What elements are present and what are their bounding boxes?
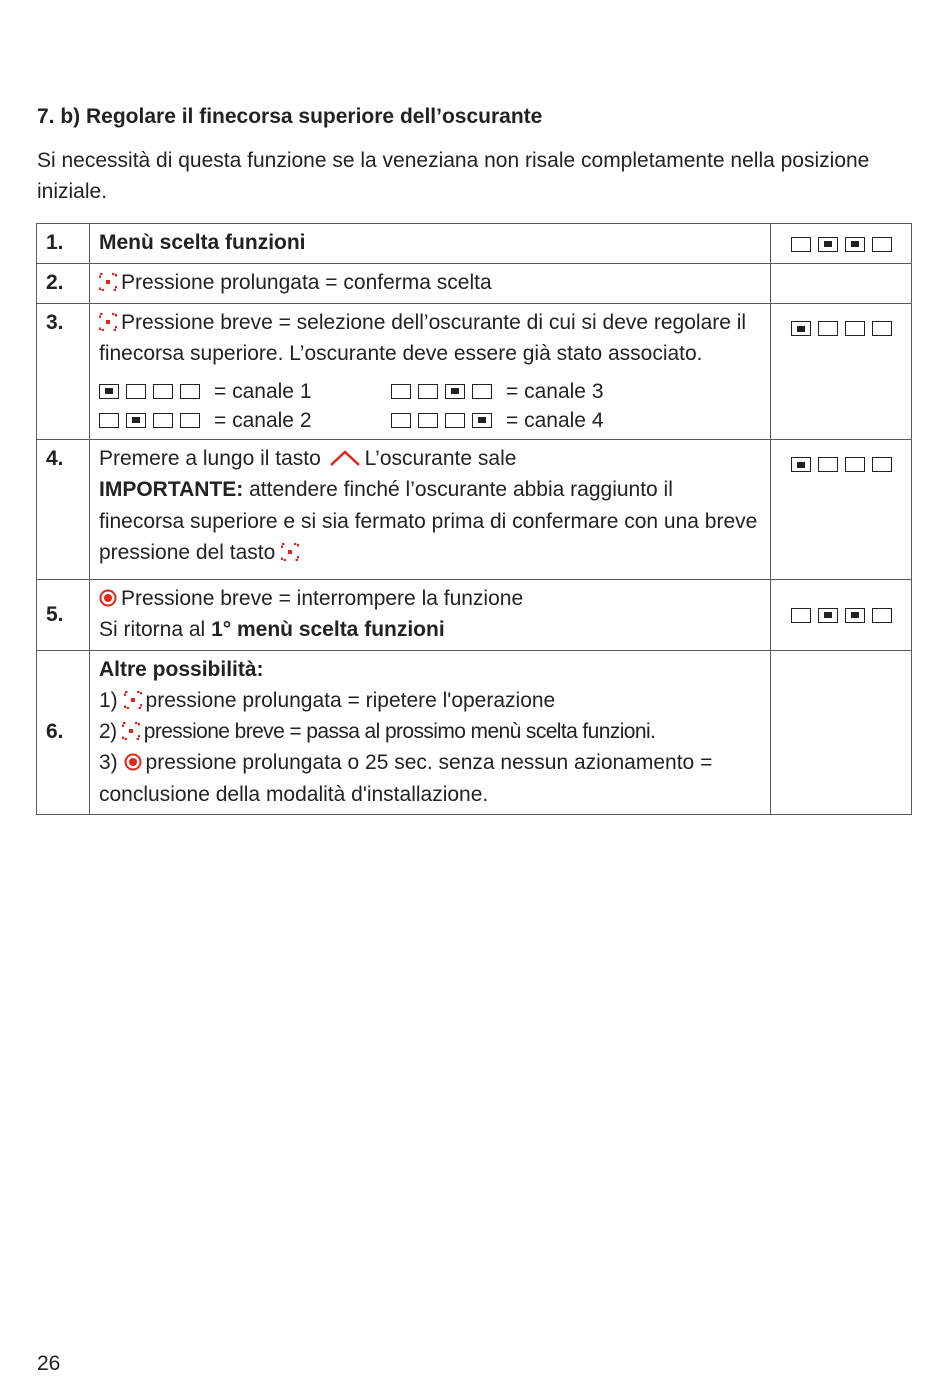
led-on — [472, 413, 492, 428]
led-off — [99, 413, 119, 428]
led-on — [126, 413, 146, 428]
intro-paragraph: Si necessità di questa funzione se la veneziana non risale completamente nella posizione iniziale. — [37, 149, 870, 203]
led-off — [872, 457, 892, 472]
led-off — [845, 457, 865, 472]
led-on — [845, 237, 865, 252]
step-number: 3. — [37, 303, 90, 439]
channel-label: = canale 2 — [214, 408, 312, 432]
step-description — [90, 303, 771, 439]
step-text: Pressione breve = interrompere la funzione — [121, 586, 524, 610]
step-text: Pressione prolungata = conferma scelta — [121, 271, 492, 294]
led-off — [418, 413, 438, 428]
led-off — [872, 321, 892, 336]
select-button-icon — [281, 543, 299, 561]
led-off — [872, 237, 892, 252]
option-number: 1) — [99, 688, 118, 712]
option-text: pressione breve = passa al prossimo menù scelta funzioni. — [143, 720, 656, 744]
led-indicator — [791, 237, 892, 252]
led-off — [791, 608, 811, 623]
led-on — [845, 608, 865, 623]
option-number: 3) — [99, 751, 118, 775]
led-off — [180, 384, 200, 399]
channel-item — [99, 377, 391, 406]
table-row — [37, 650, 912, 814]
step-description — [90, 579, 771, 650]
led-off — [153, 413, 173, 428]
step-indicator — [771, 264, 912, 304]
channel-legend — [99, 377, 762, 435]
led-on — [445, 384, 465, 399]
led-indicator — [391, 384, 492, 399]
option-text: pressione prolungata o 25 sec. senza nessun azionamento = conclusione della modalità d'installazione. — [99, 751, 713, 806]
led-off — [126, 384, 146, 399]
table-row — [37, 303, 912, 439]
menu-reference: 1° menù scelta funzioni — [211, 618, 445, 641]
led-off — [791, 237, 811, 252]
table-row — [37, 264, 912, 304]
select-button-icon — [99, 273, 117, 291]
led-off — [472, 384, 492, 399]
led-on — [99, 384, 119, 399]
step-number: 5. — [37, 579, 90, 650]
important-label: IMPORTANTE: — [99, 478, 244, 501]
step-description — [90, 439, 771, 579]
steps-table — [36, 223, 912, 815]
step-text: Premere a lungo il tasto — [99, 446, 321, 470]
step-number: 6. — [37, 650, 90, 814]
select-button-icon — [99, 313, 117, 331]
step-title: Menù scelta funzioni — [99, 231, 306, 254]
led-off — [391, 413, 411, 428]
channel-label: = canale 1 — [214, 379, 312, 403]
option-item — [99, 716, 762, 747]
led-off — [845, 321, 865, 336]
led-off — [445, 413, 465, 428]
channel-item — [391, 406, 691, 435]
section-heading: 7. b) Regolare il finecorsa superiore dell’oscurante — [37, 105, 543, 128]
channel-item — [391, 377, 691, 406]
stop-button-icon — [124, 753, 142, 771]
step-text: Si ritorna al — [99, 618, 206, 641]
page-number: 26 — [37, 1352, 61, 1375]
step-number: 2. — [37, 264, 90, 304]
step-indicator — [771, 439, 912, 579]
step-indicator — [771, 579, 912, 650]
step-indicator — [771, 224, 912, 264]
led-on — [791, 321, 811, 336]
important-text: attendere finché l’oscurante abbia raggiunto il finecorsa superiore e si sia fermato prima di confermare con una breve pressione del tasto — [99, 478, 758, 564]
step-description — [90, 264, 771, 304]
step-indicator — [771, 650, 912, 814]
table-row — [37, 579, 912, 650]
led-off — [153, 384, 173, 399]
step-number: 1. — [37, 224, 90, 264]
led-off — [418, 384, 438, 399]
led-indicator — [791, 457, 892, 472]
table-row — [37, 439, 912, 579]
led-indicator — [99, 413, 200, 428]
step-description — [90, 650, 771, 814]
table-row — [37, 224, 912, 264]
option-item — [99, 685, 762, 716]
select-button-icon — [122, 722, 140, 740]
option-item — [99, 747, 762, 810]
stop-button-icon — [99, 589, 117, 607]
led-off — [818, 457, 838, 472]
channel-item — [99, 406, 391, 435]
led-off — [391, 384, 411, 399]
led-indicator — [99, 384, 200, 399]
led-on — [818, 608, 838, 623]
led-off — [818, 321, 838, 336]
led-on — [818, 237, 838, 252]
channel-label: = canale 3 — [506, 379, 604, 403]
step-indicator — [771, 303, 912, 439]
step-text: L’oscurante sale — [364, 446, 517, 470]
step-text: Pressione breve = selezione dell’oscurante di cui si deve regolare il finecorsa superiore. L’oscurante deve essere già stato associato. — [99, 310, 747, 365]
step-description — [90, 224, 771, 264]
led-off — [872, 608, 892, 623]
led-indicator — [791, 321, 892, 336]
step-title: Altre possibilità: — [99, 657, 264, 681]
led-off — [180, 413, 200, 428]
option-number: 2) — [99, 720, 117, 744]
led-indicator — [391, 413, 492, 428]
up-arrow-icon — [329, 449, 361, 467]
channel-label: = canale 4 — [506, 408, 604, 432]
led-indicator — [791, 608, 892, 623]
select-button-icon — [124, 691, 142, 709]
led-on — [791, 457, 811, 472]
option-text: pressione prolungata = ripetere l'operazione — [145, 688, 556, 712]
step-number: 4. — [37, 439, 90, 579]
